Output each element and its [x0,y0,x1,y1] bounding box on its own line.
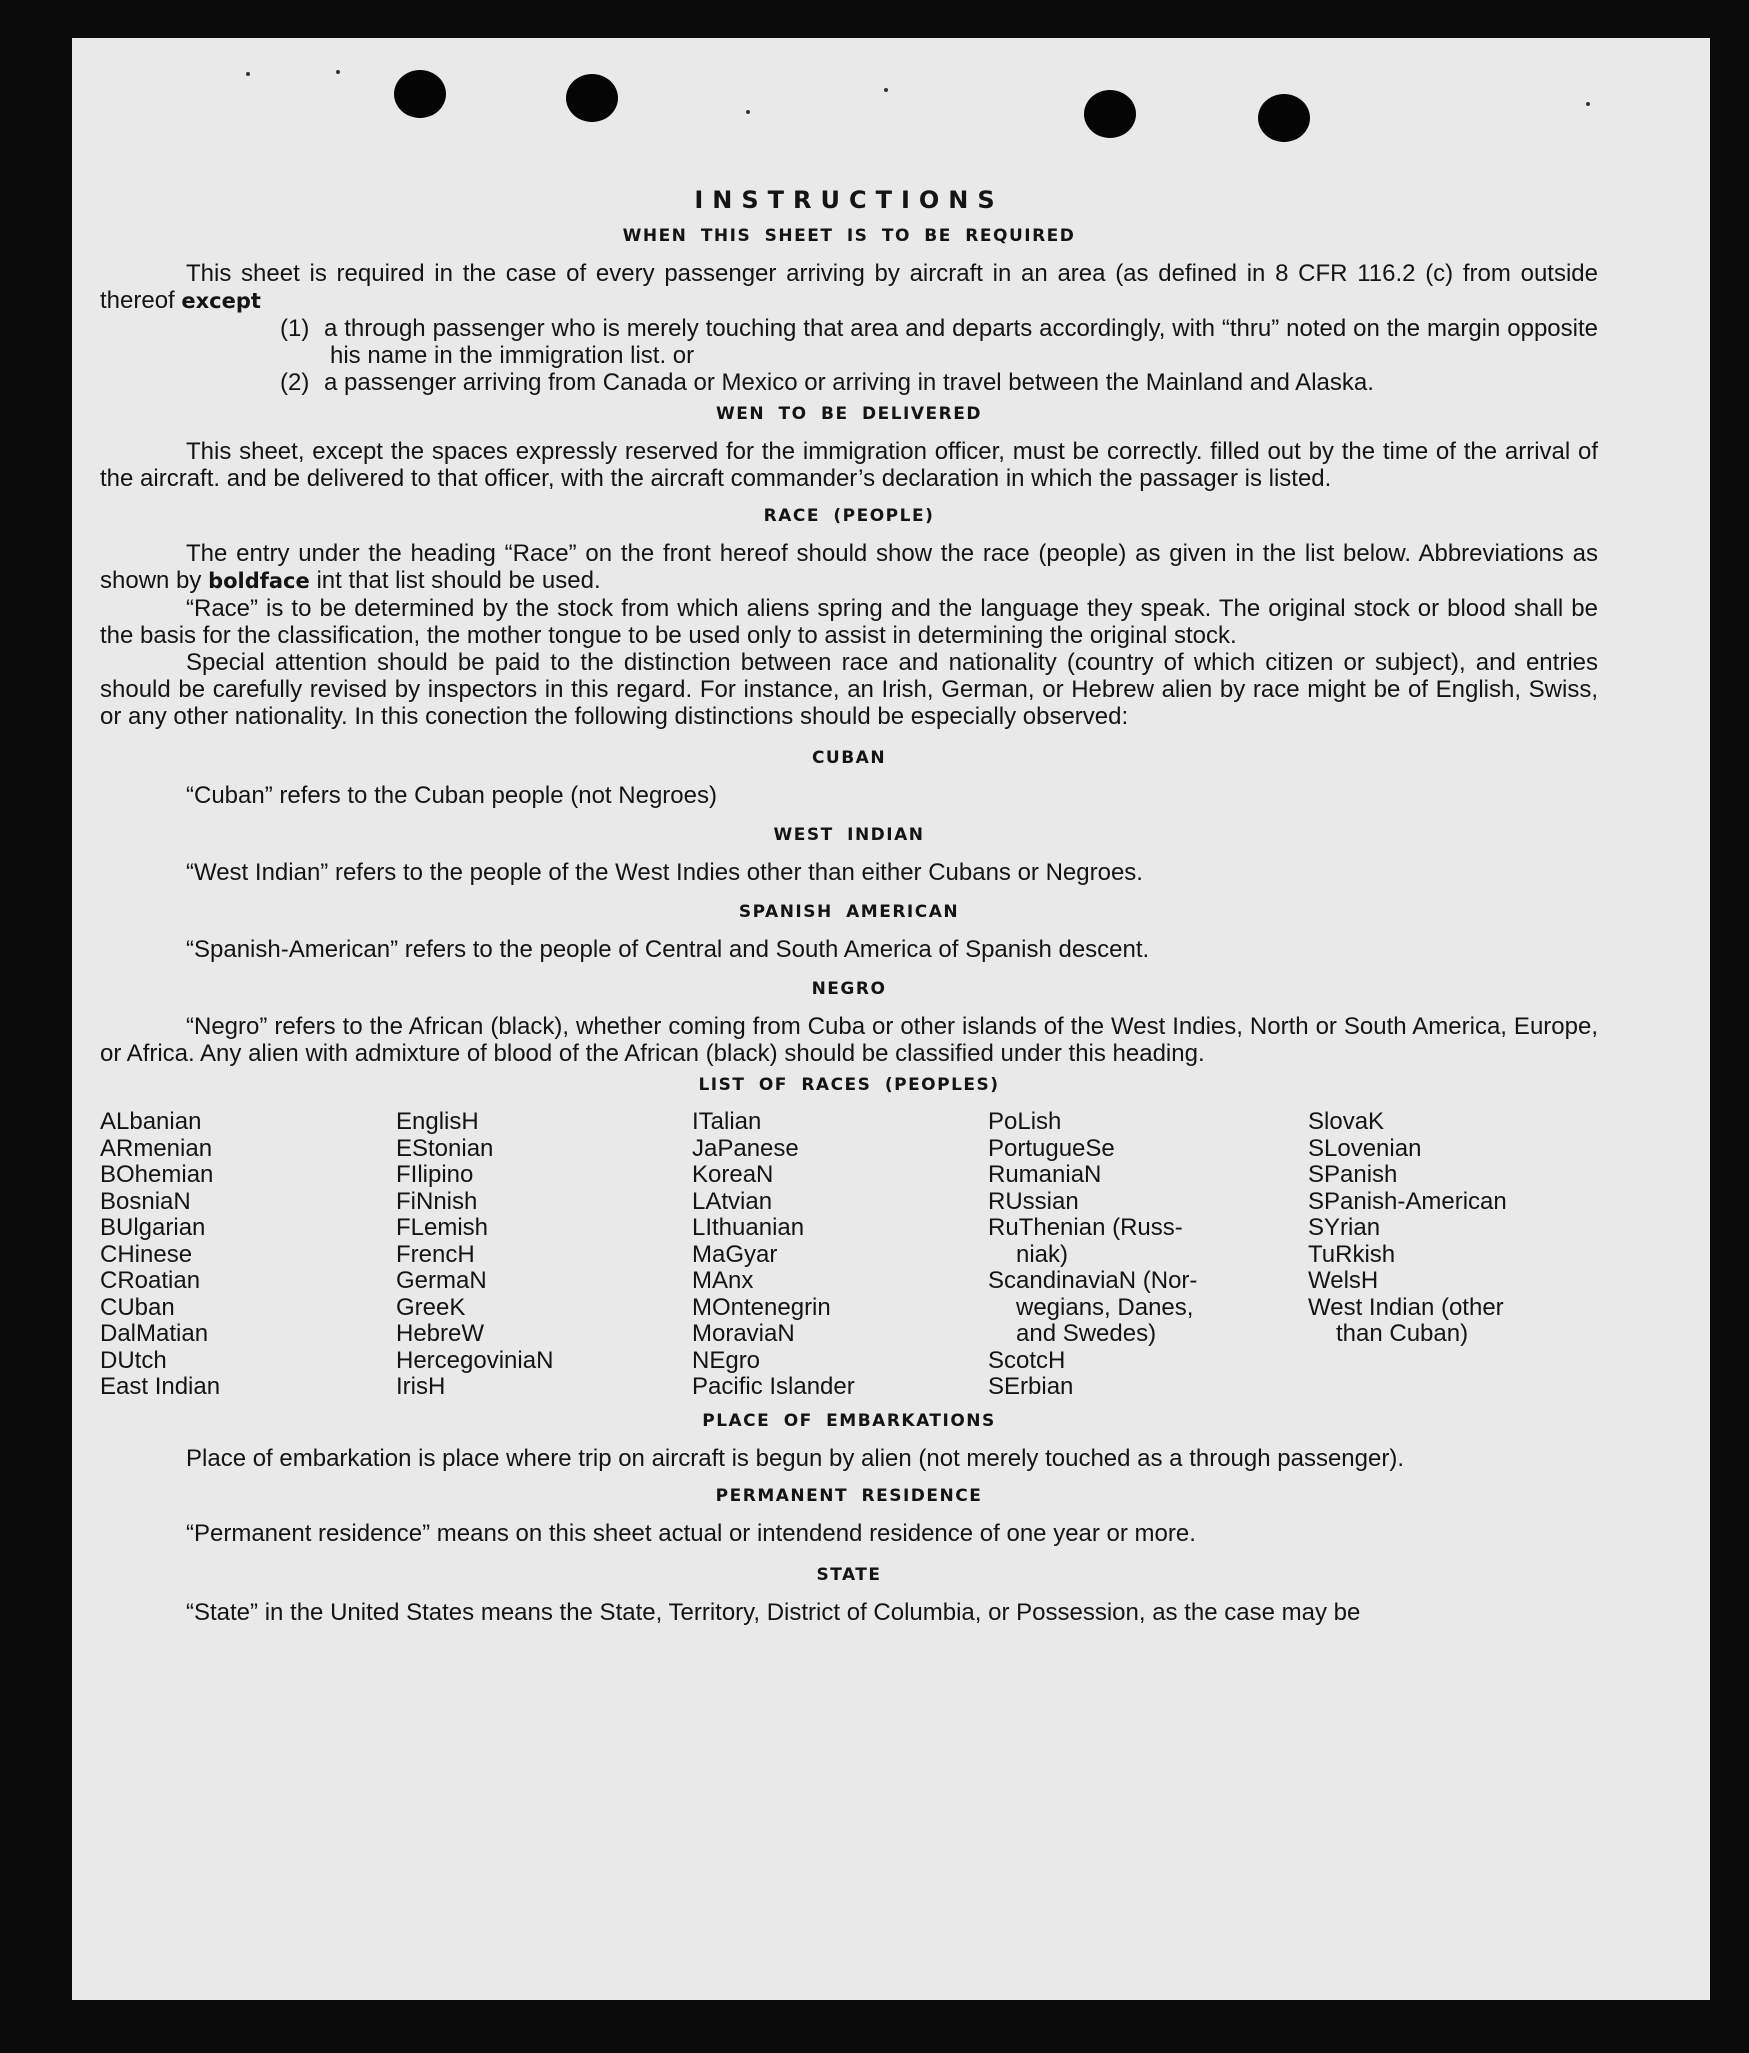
races-column-5 [1308,1109,1598,1401]
punch-hole [1084,90,1136,138]
race-item: BUlgarian [100,1214,206,1241]
race-item: GermaN [396,1267,487,1294]
race-item-continuation: wegians, Danes, [1016,1293,1194,1321]
race-item: RUssian [988,1187,1079,1215]
race-item: KoreaN [692,1161,774,1188]
race-item: SPanish-American [1308,1187,1507,1215]
race-item: DUtch [100,1346,167,1374]
state-text: “State” in the United States means the State, Territory, District of Columbia, or Possession, as the case may be [186,1598,1361,1626]
race-item-continuation: niak) [1016,1240,1069,1268]
speck [246,72,250,76]
boldface-bold: boldface [208,569,310,593]
races-column-3 [692,1109,988,1401]
section-heading-spanish-american: SPANISH AMERICAN [738,902,960,922]
race-item: ScandinaviaN (Nor- [988,1267,1198,1294]
section-heading-cuban: CUBAN [811,748,887,768]
race-item: IrisH [396,1373,446,1400]
section-heading-west-indian: WEST INDIAN [773,825,925,845]
race-item: MAnx [692,1267,754,1294]
page-title: INSTRUCTIONS [694,186,1004,214]
punch-hole [1258,94,1310,142]
race-item: PortugueSe [988,1134,1115,1162]
delivered-text: This sheet, except the spaces expressly reserved for the immigration officer, must be correctly. filled out by the time of the arrival of the aircraft. and be delivered to that officer, with the aircraft commander’s declaration in which the passager is listed. [100,438,1598,492]
race-item: Pacific Islander [692,1373,855,1400]
race-item: NEgro [692,1346,761,1374]
section-heading-negro: NEGRO [811,979,887,999]
section-heading-residence: PERMANENT RESIDENCE [715,1485,983,1506]
race-item: East Indian [100,1373,221,1400]
race-paragraph-2: “Race” is to be determined by the stock from which aliens spring and the language they speak. The original stock or blood shall be the basis for the classification, the mother tongue to be used only to assist in determining the original stock. [100,595,1598,649]
race-item: ALbanian [100,1108,202,1135]
speck [746,110,750,114]
race-item: LIthuanian [692,1214,805,1241]
races-list [100,1109,1598,1401]
race-item: FiNnish [396,1187,478,1215]
punch-hole [566,74,618,122]
negro-text: “Negro” refers to the African (black), whether coming from Cuba or other islands of the West Indies, North or South America, Europe, or Africa. Any alien with admixture of blood of the African (black) should be classified under this heading. [100,1013,1598,1067]
when-required-intro: This sheet is required in the case of every passenger arriving by aircraft in an area (as defined in 8 CFR 116.2 (c) from outside thereof except [100,260,1598,314]
race-item: FrencH [396,1240,475,1268]
race-item: SlovaK [1308,1108,1385,1135]
race-item-continuation: than Cuban) [1336,1320,1469,1347]
embarkation-text: Place of embarkation is place where trip on aircraft is begun by alien (not merely touched as a through passenger). [186,1444,1404,1472]
race-item-continuation: and Swedes) [1016,1320,1157,1347]
race-item: MoraviaN [692,1320,795,1347]
race-item: GreeK [396,1293,466,1321]
races-column-4 [988,1109,1308,1401]
race-item: LAtvian [692,1187,773,1215]
race-item: HebreW [396,1320,485,1347]
race-item: DalMatian [100,1320,209,1347]
race-item: WelsH [1308,1267,1379,1294]
race-item: ScotcH [988,1346,1066,1374]
race-item: SLovenian [1308,1134,1422,1162]
race-item: EStonian [396,1134,494,1162]
exception-item-2: (2) a passenger arriving from Canada or Mexico or arriving in travel between the Mainland and Alaska. [280,369,1374,396]
race-item: ARmenian [100,1134,213,1162]
race-item: CUban [100,1293,175,1321]
race-item: SPanish [1308,1161,1398,1188]
races-column-2 [396,1109,692,1401]
race-item: RuThenian (Russ- [988,1214,1183,1241]
speck [336,70,340,74]
race-item: MaGyar [692,1240,778,1268]
race-item: ITalian [692,1108,762,1135]
race-item: TuRkish [1308,1240,1396,1268]
section-heading-delivered: WEN TO BE DELIVERED [716,404,982,424]
race-item: BosniaN [100,1187,191,1215]
race-item: FIlipino [396,1161,474,1188]
punch-hole [394,70,446,118]
race-item: CRoatian [100,1267,201,1294]
race-item: West Indian (other [1308,1293,1504,1321]
section-heading-races-list: LIST OF RACES (PEOPLES) [698,1075,1000,1095]
race-item: BOhemian [100,1161,214,1188]
race-item: FLemish [396,1214,489,1241]
race-item: EnglisH [396,1108,479,1135]
race-item: RumaniaN [988,1161,1102,1188]
exception-item-1: (1) a through passenger who is merely touching that area and departs accordingly, with “thru” noted on the margin opposite his name in the immigration list. or [280,315,1598,369]
race-item: JaPanese [692,1134,799,1162]
race-paragraph-1: The entry under the heading “Race” on the front hereof should show the race (people) as given in the list below. Abbreviations as shown by boldface int that list should be used. [100,540,1598,594]
race-item: PoLish [988,1108,1062,1135]
speck [884,88,888,92]
races-column-1 [100,1109,396,1401]
cuban-text: “Cuban” refers to the Cuban people (not Negroes) [186,782,717,809]
race-item: SErbian [988,1373,1074,1400]
speck [1586,102,1590,106]
section-heading-when-required: WHEN THIS SHEET IS TO BE REQUIRED [622,226,1076,246]
instructions-body [100,186,1598,1626]
spanish-american-text: “Spanish-American” refers to the people of Central and South America of Spanish descent. [186,936,1150,963]
except-bold: except [181,289,261,313]
west-indian-text: “West Indian” refers to the people of the West Indies other than either Cubans or Negroes. [186,859,1143,886]
section-heading-embarkation: PLACE OF EMBARKATIONS [702,1410,996,1431]
section-heading-race: RACE (PEOPLE) [763,506,935,526]
race-item: CHinese [100,1240,193,1268]
race-paragraph-3: Special attention should be paid to the distinction between race and nationality (country of which citizen or subject), and entries should be carefully revised by inspectors in this regard. For instance, an Irish, German, or Hebrew alien by race might be of English, Swiss, or any other nationality. In this conection the following distinctions should be especially observed: [100,649,1598,730]
race-item: MOntenegrin [692,1293,831,1321]
residence-text: “Permanent residence” means on this sheet actual or intendend residence of one year or more. [186,1519,1196,1547]
race-item: HercegoviniaN [396,1346,554,1374]
section-heading-state: STATE [816,1564,882,1585]
document-page [72,38,1710,2000]
race-item: SYrian [1308,1214,1381,1241]
